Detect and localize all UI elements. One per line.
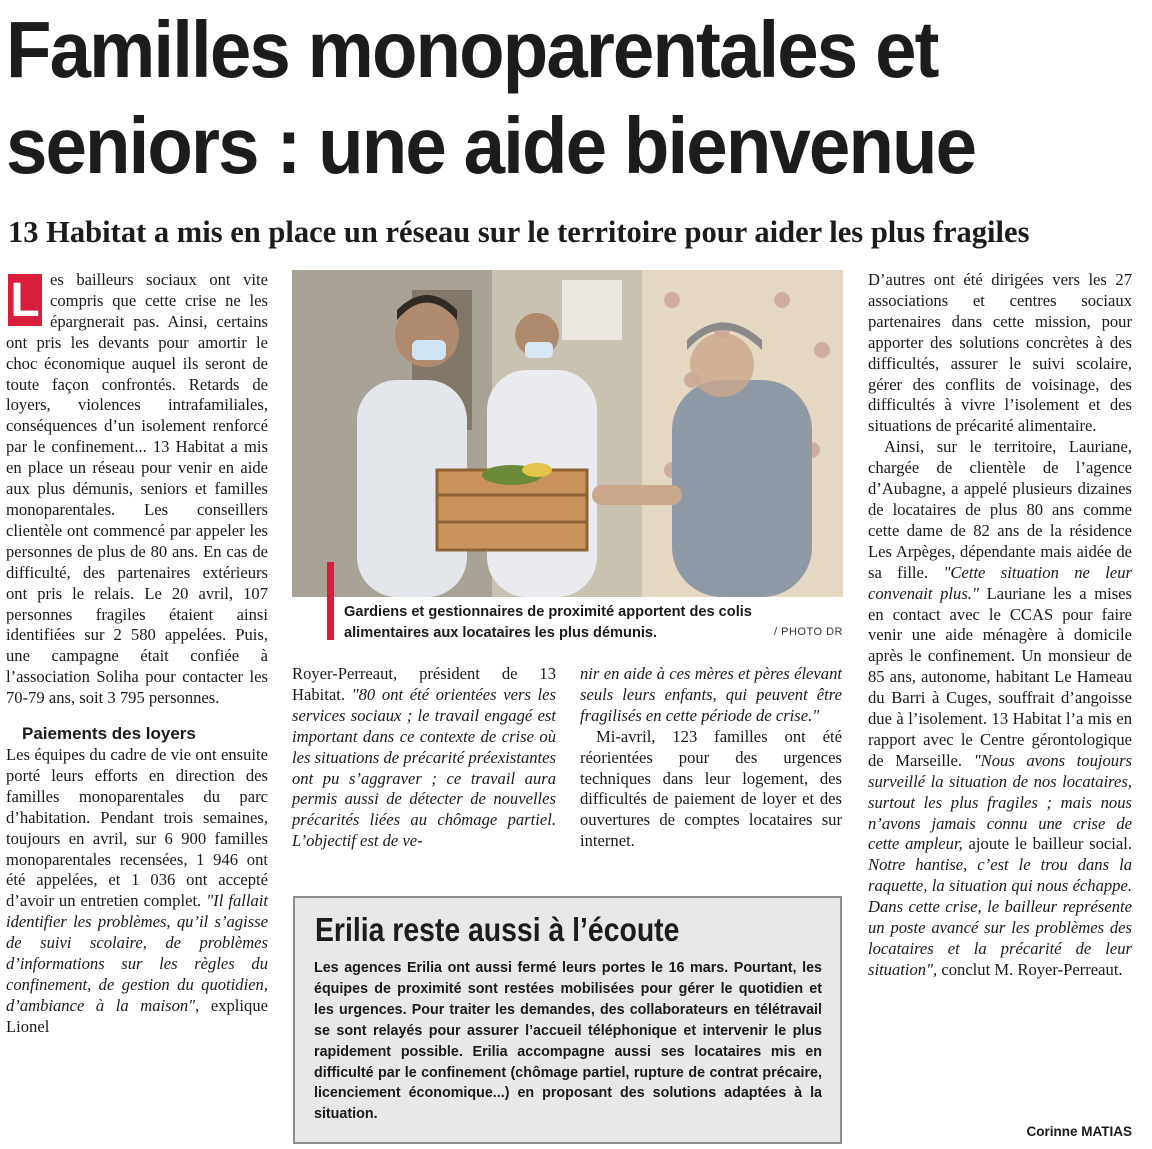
headline-line-1: Familles monoparentales et [6,5,938,94]
paragraph: Mi-avril, 123 familles ont été réorientées pour des urgences techniques dans leur logement, des difficultés de paiement de loyer et des ouvertures de comptes locataires sur internet. [580,726,842,851]
photo-illustration [292,270,843,597]
paragraph-text: conclut M. Royer-Perreaut. [941,959,1123,979]
headline-line-2: seniors : une aide bienvenue [6,101,976,190]
paragraph-text: Lauriane les a mises en contact avec le CCAS pour faire venir une aide ménagère à domicile après le confinement. Un monsieur de 85 ans, autonome, habitant Le Hameau du Barri à Cuges, souffrait d’angoisse due à l’isolement. 13 Habitat l’a mis en rapport avec le Centre gérontologique de Marseille. [868,583,1132,770]
paragraph-text: Ainsi, sur le territoire, Lauriane, chargée de clientèle de l’agence d’Aubagne, a appelé plusieurs dizaines de locataires de plus 80 ans comme cette dame de 82 ans de la résidence Les Arpèges, dépendante mais aidée de sa fille. [868,437,1132,582]
dropcap: L [8,274,42,326]
article-column-1 [6,270,268,1038]
paragraph [6,745,268,1038]
sidebar-box [293,896,842,1144]
article-column-3 [580,664,842,852]
paragraph [868,437,1132,981]
quote: "Nous avons toujours surveillé la situation de nos locataires, surtout les plus fragiles ; mais nous n’avons jamais connu une crise de cette ampleur, [868,750,1133,854]
quote: "80 ont été orientées vers les services sociaux ; le travail engagé est important dans ce contexte de crise où les situations de précarité préexistantes ont pu s’aggraver ; ce travail aura permis aussi de détecter de nouvelles précarités liées au chômage partiel. L’objectif est de ve- [292,684,556,851]
intro-paragraph [6,270,268,709]
paragraph-text: Royer-Perreaut, président de 13 Habitat. [292,664,556,704]
photo-caption [344,602,844,644]
intro-text: es bailleurs sociaux ont vite compris que cette crise ne les épargnerait pas. Ainsi, certains ont pris les devants pour amortir le choc économique auquel ils seront de toute façon confrontés. Retards de loyers, violences intrafamiliales, conséquences d’un isolement renforcé par le confinement... 13 Habitat a mis en place un réseau pour venir en aide aux plus démunis, seniors et familles monoparentales. Les conseillers clientèle ont commencé par appeler les personnes de plus de 80 ans. En cas de difficulté, des partenaires extérieurs ont pris le relais. Le 20 avril, 107 personnes fragiles étaient ainsi identifiées sur 2 580 appelées. Puis, une campagne était confiée à l’association Soliha pour contacter les 70-79 ans, soit 3 795 personnes. [6,270,268,708]
box-text: Les agences Erilia ont aussi fermé leurs portes le 16 mars. Pourtant, les équipes de proximité sont restées mobilisées pour gérer le quotidien et les urgences. Pour traiter les demandes, des collaborateurs en télétravail se sont relayés pour assurer l’accueil téléphonique et intervenir le plus rapidement possible. Erilia accompagne aussi ses locataires mis en difficulté par le confinement (chômage partiel, rupture de contrat précaire, licenciement économique...) en proposant des solutions adaptées à la situation. [314,960,822,1123]
paragraph: D’autres ont été dirigées vers les 27 associations et centres sociaux partenaires dans cette mission, pour apporter des solutions concrètes à des difficultés, assurer le suivi scolaire, gérer des conflits de voisinage, des difficultés à vivre l’isolement et des situations de précarité alimentaire. [868,270,1132,436]
subheadline: 13 Habitat a mis en place un réseau sur le territoire pour aider les plus fragiles [8,214,1030,249]
photo-credit: / PHOTO DR [774,626,843,638]
paragraph [580,664,842,727]
article-column-4 [868,270,1132,981]
section-heading: Paiements des loyers [22,724,196,744]
author-signature: Corinne MATIAS [1026,1124,1132,1139]
article-column-2 [292,664,556,852]
article-photo [292,270,843,597]
box-title: Erilia reste aussi à l’écoute [315,911,680,948]
paragraph-text: , explique Lionel [6,995,268,1036]
caption-line-1: Gardiens et gestionnaires de proximité apportent des colis [344,604,752,620]
caption-line-2: alimentaires aux locataires les plus démunis. [344,625,658,641]
headline [6,2,1066,194]
quote: nir en aide à ces mères et pères élevant seuls leurs enfants, qui peuvent être fragilisés en cette période de crise." [580,664,842,725]
paragraph-text: ajoute le bailleur social. [968,834,1132,854]
quote: "Il fallait identifier les problèmes, qu’il s’agisse de suivi scolaire, de problèmes d’informations sur les règles du confinement, de gestion du quotidien, d’ambiance à la maison" [6,891,268,1015]
paragraph-text: Les équipes du cadre de vie ont ensuite porté leurs efforts en direction des familles monoparentales du parc d’habitation. Pendant trois semaines, toujours en avril, sur 6 900 familles monoparentales recensées, 1 946 ont été appelées, et 1 036 ont accepté d’avoir un entretien complet. [6,745,268,911]
quote: Notre hantise, c’est le trou dans la raquette, la situation qui nous échappe. Dans cette crise, le bailleur représente un poste avancé sur les problèmes des locataires et la précarité de leur situation", [868,855,1132,979]
paragraph [292,664,556,852]
caption-accent-bar [327,562,334,640]
quote: "Cette situation ne leur convenait plus." [868,562,1132,603]
